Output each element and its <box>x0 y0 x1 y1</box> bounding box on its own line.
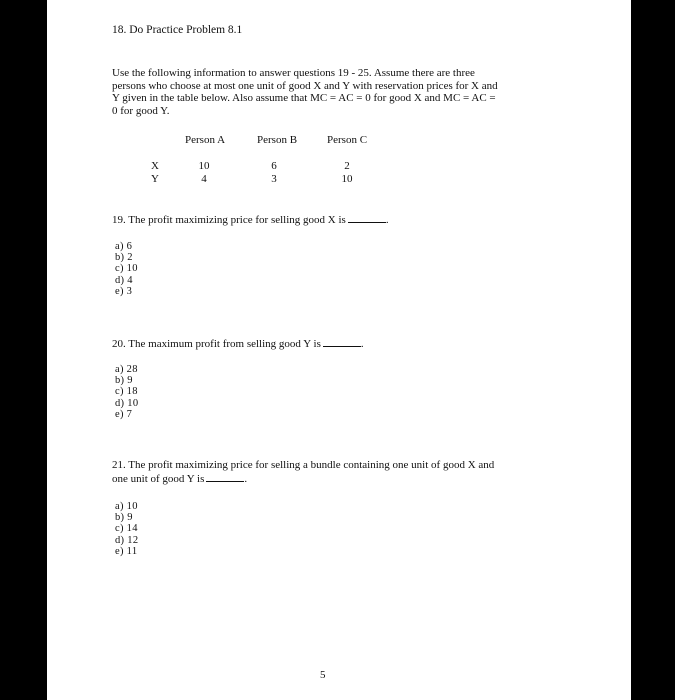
table-cell: 4 <box>201 173 207 185</box>
question-19-options <box>115 241 138 297</box>
answer-option: d) 4 <box>115 274 133 286</box>
question-text: 19. The profit maximizing price for selling good X is <box>112 214 346 226</box>
answer-option: a) 28 <box>115 364 138 375</box>
page-number: 5 <box>320 669 326 681</box>
question-text: 21. The profit maximizing price for selling a bundle containing one unit of good X and <box>112 459 495 471</box>
intro-paragraph <box>112 67 582 117</box>
answer-option: a) 6 <box>115 241 133 252</box>
intro-line: 0 for good Y. <box>112 104 170 117</box>
table-header-person-b: Person B <box>257 134 298 146</box>
answer-option: c) 18 <box>115 386 138 398</box>
answer-option: d) 12 <box>115 534 139 546</box>
question-20: 20. The maximum profit from selling good Y is . <box>112 338 364 350</box>
answer-option: e) 3 <box>115 285 133 297</box>
table-header-person-c: Person C <box>327 134 368 146</box>
answer-blank <box>323 337 361 347</box>
answer-blank <box>206 472 244 482</box>
table-cell: 10 <box>341 173 353 185</box>
question-20-options <box>115 364 138 420</box>
problem-title: 18. Do Practice Problem 8.1 <box>112 24 243 36</box>
table-header-person-a: Person A <box>185 134 226 146</box>
question-19: 19. The profit maximizing price for selling good X is . <box>112 214 389 226</box>
table-cell: 6 <box>271 160 277 172</box>
answer-option: a) 10 <box>115 501 138 512</box>
question-text: one unit of good Y is <box>112 472 205 485</box>
question-21-options <box>115 501 138 557</box>
document-page <box>47 0 631 700</box>
table-row-label-x: X <box>151 160 159 172</box>
question-21: 21. The profit maximizing price for selling a bundle containing one unit of good X and one unit of good Y is . <box>112 459 495 485</box>
answer-option: e) 7 <box>115 408 133 420</box>
intro-line: Use the following information to answer questions 19 - 25. Assume there are three <box>112 67 475 79</box>
answer-option: d) 10 <box>115 397 139 409</box>
answer-option: e) 11 <box>115 545 138 557</box>
answer-option: b) 9 <box>115 375 133 387</box>
table-row-label-y: Y <box>151 173 159 185</box>
intro-line: persons who choose at most one unit of good X and Y with reservation prices for X and <box>112 79 498 92</box>
table-cell: 10 <box>198 160 210 172</box>
table-cell: 3 <box>271 173 277 185</box>
question-text: 20. The maximum profit from selling good Y is <box>112 338 321 350</box>
answer-option: c) 10 <box>115 263 138 275</box>
answer-option: b) 2 <box>115 252 133 264</box>
intro-line: Y given in the table below. Also assume that MC = AC = 0 for good X and MC = AC = <box>112 92 496 104</box>
answer-blank <box>348 213 386 223</box>
answer-option: b) 9 <box>115 512 133 524</box>
answer-option: c) 14 <box>115 523 138 535</box>
table-cell: 2 <box>344 160 350 172</box>
